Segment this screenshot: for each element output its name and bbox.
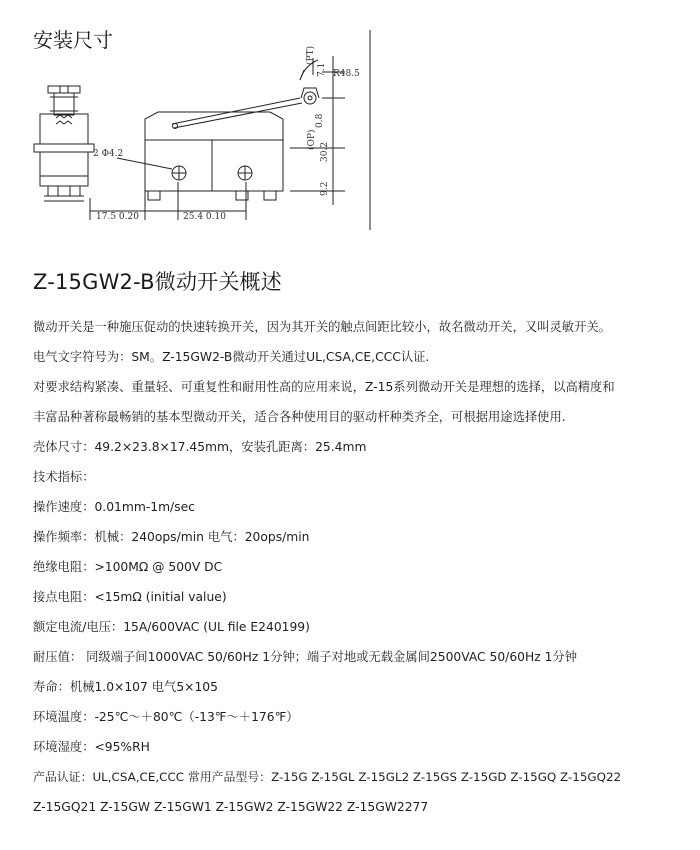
install-dimensions-title: 安装尺寸	[33, 28, 113, 52]
paragraph-line: 技术指标：	[33, 470, 95, 484]
paragraph-line: Z-15GQ21 Z-15GW Z-15GW1 Z-15GW2 Z-15GW22 Z-15GW2277	[33, 800, 429, 814]
holes-label: 2 Φ4.2	[93, 149, 124, 159]
paragraph-line: 对要求结构紧凑、重量轻、可重复性和耐用性高的应用来说，Z-15系列微动开关是理想的选择，以高精度和	[33, 380, 615, 394]
paragraph-line: 绝缘电阻：>100MΩ @ 500V DC	[33, 560, 223, 574]
base-value: 9.2	[320, 181, 330, 196]
left-dimension: 17.5 0.20	[96, 212, 139, 222]
op-tolerance: 0.8	[315, 113, 325, 128]
paragraph-line: 额定电流/电压：15A/600VAC (UL file E240199)	[33, 620, 310, 634]
paragraph-line: 丰富品种著称最畅销的基本型微动开关，适合各种使用目的驱动杆种类齐全，可根据用途选择使用.	[33, 410, 566, 424]
paragraph-line: 微动开关是一种施压促动的快速转换开关，因为其开关的触点间距比较小，故名微动开关，又叫灵敏开关。	[33, 320, 611, 334]
hole-spacing-dimension: 25.4 0.10	[183, 212, 226, 222]
paragraph-line: 环境温度：-25℃～＋80℃（-13℉～＋176℉）	[33, 710, 299, 724]
paragraph-line: 接点电阻：<15mΩ (initial value)	[33, 590, 227, 604]
paragraph-line: 操作频率：机械：240ops/min 电气：20ops/min	[33, 530, 310, 544]
pt-value: 7.1	[317, 62, 327, 77]
op-value: 30.2	[320, 141, 330, 162]
vertical-dimension-lines	[290, 30, 370, 230]
paragraph-line: 产品认证：UL,CSA,CE,CCC 常用产品型号：Z-15G Z-15GL Z-15GL2 Z-15GS Z-15GD Z-15GQ Z-15GQ22	[33, 770, 622, 784]
paragraph-line: 操作速度：0.01mm-1m/sec	[33, 500, 195, 514]
paragraph-line: 耐压值： 同级端子间1000VAC 50/60Hz 1分钟；端子对地或无载金属间2500VAC 50/60Hz 1分钟	[33, 650, 577, 664]
front-view-drawing	[117, 60, 319, 200]
paragraph-line: 寿命：机械1.0×107 电气5×105	[33, 680, 218, 694]
overview-title: Z-15GW2-B微动开关概述	[33, 270, 282, 294]
side-view-drawing	[34, 86, 94, 201]
paragraph-line: 壳体尺寸：49.2×23.8×17.45mm，安装孔距离：25.4mm	[33, 440, 367, 454]
pt-label: (PT)	[306, 45, 316, 65]
paragraph-line: 环境湿度：<95%RH	[33, 740, 150, 754]
op-label: (OP)	[307, 129, 317, 150]
paragraph-line: 电气文字符号为：SM。Z-15GW2-B微动开关通过UL,CSA,CE,CCC认证.	[33, 350, 430, 364]
dimension-drawing	[0, 0, 700, 240]
radius-label: R48.5	[333, 69, 360, 79]
